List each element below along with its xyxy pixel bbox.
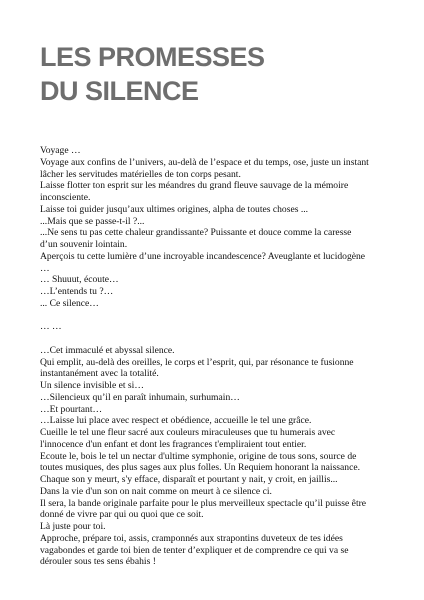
text-line: donné de vivre par qui ou quoi que ce soit. [40,509,204,521]
text-line: …Laisse lui place avec respect et obédience, accueille le tel une grâce. [40,415,312,427]
text-line: Approche, prépare toi, assis, cramponnés aux strapontins duveteux de tes idées [40,532,343,544]
paragraph [40,204,392,216]
paragraph [40,451,392,475]
text-line: toutes musiques, des plus sages aux plus folles. Un Requiem honorant la naissance. [40,462,361,474]
text-line: Voyage aux confins de l’univers, au-delà de l’espace et du temps, ose, juste un instant [40,156,369,168]
paragraph [40,227,392,251]
paragraph [40,392,392,404]
paragraph [40,498,392,522]
paragraph [40,333,392,345]
paragraph [40,157,392,181]
text-line: ... Ce silence… [40,297,99,309]
text-line: … Shuuut, écoute… [40,274,119,286]
paragraph [40,216,392,228]
text-line: Chaque son y meurt, s'y efface, disparaît et pourtant y nait, y croit, en jaillis... [40,474,338,485]
text-line: Voyage … [40,145,81,156]
paragraph [40,345,392,357]
title-line-2: DU SILENCE [40,76,199,106]
paragraph [40,380,392,392]
paragraph [40,404,392,416]
paragraph [40,321,392,333]
paragraph [40,145,392,157]
text-line [40,333,392,345]
paragraph [40,521,392,533]
paragraph [40,474,392,486]
text-line: Il sera, la bande originale parfaite pour le plus merveilleux spectacle qu’il puisse être [40,497,367,509]
text-line [40,310,392,322]
text-line: …L’entends tu ?… [40,286,114,297]
paragraph [40,486,392,498]
text-line: Laisse flotter ton esprit sur les méandres du grand fleuve sauvage de la mémoire [40,180,349,192]
title-line-1: LES PROMESSES [40,42,265,72]
text-line: Un silence invisible et si… [40,380,144,391]
paragraph [40,533,392,568]
paragraph [40,286,392,298]
text-line: instantanément avec la totalité. [40,368,159,380]
text-line: ...Ne sens tu pas cette chaleur grandissante? Puissante et douce comme la caresse [40,227,352,239]
text-line: vagabondes et garde toi bien de tenter d’expliquer et de comprendre ce qui va se [40,544,349,556]
paragraph [40,180,392,204]
paragraph [40,415,392,427]
text-line: ...Mais que se passe-t-il ?... [40,215,145,227]
paragraph [40,310,392,322]
page-title [40,40,265,108]
paragraph [40,251,392,263]
text-line: Aperçois tu cette lumière d’une incroyable incandescence? Aveuglante et lucidogène [40,250,366,262]
text-line: lâcher les servitudes matérielles de ton corps pesant. [40,168,241,180]
text-line: d’un souvenir lointain. [40,239,128,250]
text-line: Cueille le tel une fleur sacré aux couleurs miraculeuses que tu humerais avec [40,427,336,438]
text-line: Là juste pour toi. [40,521,106,532]
paragraph [40,298,392,310]
text-line: … [40,262,50,274]
text-line: l'innocence d'un enfant et dont les fragrances t'empliraient tout entier. [40,438,307,450]
poem-body [40,145,392,568]
text-line: Dans la vie d'un son on nait comme on meurt à ce silence ci. [40,485,272,497]
paragraph [40,357,392,381]
text-line: Laisse toi guider jusqu’aux ultimes origines, alpha de toutes choses ... [40,203,309,215]
paragraph [40,263,392,275]
text-line: inconsciente. [40,192,91,203]
text-line: Qui emplit, au-delà des oreilles, le corps et l’esprit, qui, par résonance te fusionne [40,356,354,368]
text-line: dérouler sous tes sens ébahis ! [40,556,156,568]
text-line: …Silencieux qu’il en paraît inhumain, surhumain… [40,391,240,403]
paragraph [40,427,392,451]
text-line: … … [40,321,62,333]
text-line: …Cet immaculé et abyssal silence. [40,344,175,356]
text-line: Ecoute le, bois le tel un nectar d'ultime symphonie, origine de tous sons, source de [40,450,357,462]
text-line: …Et pourtant… [40,403,103,415]
paragraph [40,274,392,286]
